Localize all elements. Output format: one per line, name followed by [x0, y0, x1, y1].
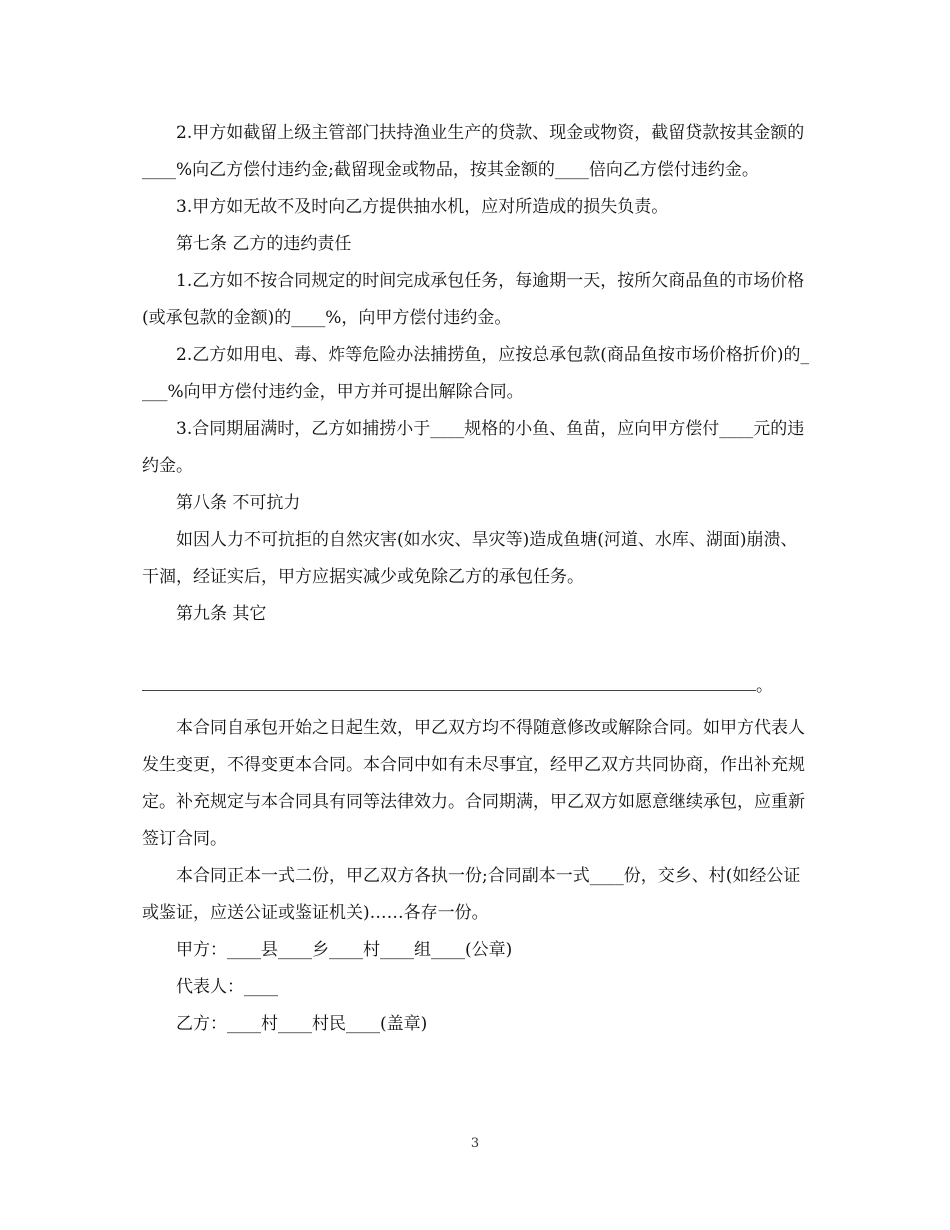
- force-majeure-paragraph: 如因人力不可抗拒的自然灾害(如水灾、旱灾等)造成鱼塘(河道、水库、湖面)崩溃、干涸，经证实后，甲方应据实减少或免除乙方的承包任务。: [142, 530, 798, 587]
- document-body: [142, 115, 810, 1043]
- section-heading-article-7: 第七条 乙方的违约责任: [176, 234, 352, 254]
- section-heading-article-8: 第八条 不可抗力: [176, 493, 301, 513]
- underline-rule: [142, 690, 756, 691]
- clause-7-item-3-jia: 3.甲方如无故不及时向乙方提供抽水机，应对所造成的损失负责。: [176, 197, 669, 217]
- blank-space: [142, 633, 810, 675]
- clause-yi-item-3: 3.合同期届满时，乙方如捕捞小于____规格的小鱼、鱼苗，应向甲方偿付____元的违约金。: [142, 419, 805, 476]
- representative-line: 代表人：____: [176, 977, 278, 997]
- section-heading-article-9: 第九条 其它: [176, 604, 267, 624]
- clause-yi-item-2: 2.乙方如用电、毒、炸等危险办法捕捞鱼，应按总承包款(商品鱼按市场价格折价)的____%向甲方偿付违约金，甲方并可提出解除合同。: [142, 345, 809, 402]
- party-jia-signature-line: 甲方：____县____乡____村____组____(公章): [176, 940, 513, 960]
- fill-in-rule: [142, 675, 810, 705]
- effective-clause: 本合同自承包开始之日起生效，甲乙双方均不得随意修改或解除合同。如甲方代表人发生变更，不得变更本合同。本合同中如有未尽事宜，经甲乙双方共同协商，作出补充规定。补充规定与本合同具有同等法律效力。合同期满，甲乙双方如愿意继续承包，应重新签订合同。: [142, 718, 805, 849]
- copies-clause: 本合同正本一式二份，甲乙双方各执一份;合同副本一式____份，交乡、村(如经公证或鉴证，应送公证或鉴证机关)……各存一份。: [142, 866, 801, 923]
- rule-period: 。: [756, 676, 773, 696]
- clause-yi-item-1: 1.乙方如不按合同规定的时间完成承包任务，每逾期一天，按所欠商品鱼的市场价格(或承包款的金额)的____%，向甲方偿付违约金。: [142, 271, 805, 328]
- clause-7-item-2-jia: 2.甲方如截留上级主管部门扶持渔业生产的贷款、现金或物资，截留贷款按其金额的____%向乙方偿付违约金;截留现金或物品，按其金额的____倍向乙方偿付违约金。: [142, 123, 805, 180]
- party-yi-signature-line: 乙方：____村____村民____(盖章): [176, 1014, 428, 1034]
- page-number: 3: [470, 1136, 480, 1151]
